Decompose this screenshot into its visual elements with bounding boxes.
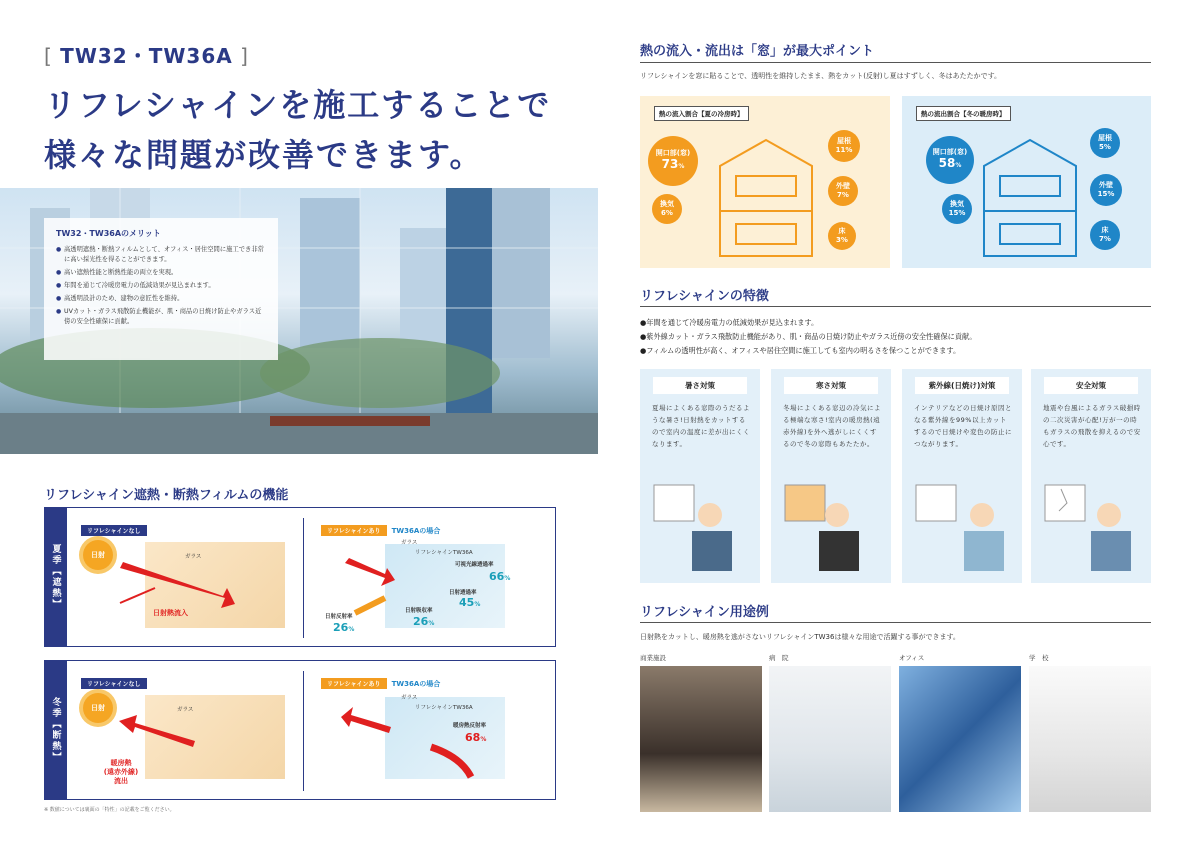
with-film-label: リフレシャインあり	[321, 678, 387, 689]
wall-outflow-bubble: 外壁 15%	[1090, 174, 1122, 206]
winter-panel-label: 熱の流出割合【冬の暖房時】	[916, 106, 1011, 121]
card-title: 安全対策	[1044, 377, 1138, 394]
office-photo	[899, 666, 1021, 812]
merit-item: ● 高透明設計のため、建物の意匠性を維持。	[56, 294, 266, 304]
feature-card-uv	[902, 369, 1022, 583]
visible-transmittance-label: 可視光線透過率	[455, 562, 494, 568]
headline: リフレシャインを施工することで 様々な問題が改善できます。	[44, 86, 552, 174]
use-commercial	[640, 653, 762, 812]
building-outline-icon	[980, 136, 1080, 260]
case-label: TW36Aの場合	[391, 680, 441, 688]
solar-reflectance-value: 26%	[333, 621, 355, 634]
feature-card-cold	[771, 369, 891, 583]
heat-inflow-label: 日射熱流入	[153, 609, 188, 617]
person-window-illustration	[1041, 479, 1141, 575]
card-text: 地震や台風によるガラス破損時の二次災害が心配!万が一の時もガラスの飛散を抑えるので安心です。	[1043, 404, 1141, 448]
without-film-label: リフレシャインなし	[81, 678, 147, 689]
feature-item: ●紫外線カット・ガラス飛散防止機能があり、肌・商品の日焼け防止やガラス近傍の安全性確保に貢献。	[640, 332, 977, 341]
section-title-features: リフレシャインの特徴	[640, 289, 769, 304]
intro-window: リフレシャインを窓に貼ることで、透明性を維持したまま、熱をカット(反射)し夏はすずしく、冬はあたたかです。	[640, 72, 1002, 80]
solar-transmittance-label: 日射透過率	[449, 590, 477, 596]
summer-panel-label: 熱の流入割合【夏の冷房時】	[654, 106, 749, 121]
card-title: 寒さ対策	[784, 377, 878, 394]
card-title: 暑さ対策	[653, 377, 747, 394]
commercial-photo	[640, 666, 762, 812]
with-film-label: リフレシャインあり	[321, 525, 387, 536]
solar-absorptance-value: 26%	[413, 615, 435, 628]
film-label: リフレシャインTW36A	[415, 705, 473, 711]
opening-outflow-bubble: 開口部(窓) 58%	[926, 136, 974, 184]
glass-label: ガラス	[401, 695, 418, 701]
visible-transmittance-value: 66%	[489, 570, 511, 583]
feature-item: ●フィルムの透明性が高く、オフィスや居住空間に施工しても室内の明るさを保つことができます。	[640, 346, 961, 355]
use-office	[899, 653, 1021, 812]
section-title-window: 熱の流入・流出は「窓」が最大ポイント	[640, 44, 875, 59]
summer-diagram	[44, 507, 556, 647]
use-hospital	[769, 653, 891, 812]
summer-side-label: 夏季【遮熱】	[45, 508, 67, 646]
feature-card-heat	[640, 369, 760, 583]
merit-card	[44, 218, 278, 360]
section-title-uses: リフレシャイン用途例	[640, 605, 769, 620]
intro-uses: 日射熱をカットし、暖房熱を逃がさないリフレシャインTW36は様々な用途で活躍する事ができます。	[640, 633, 960, 641]
card-title: 紫外線(日焼け)対策	[915, 377, 1009, 394]
heat-reflectance-label: 暖房熱反射率	[453, 723, 487, 729]
vent-inflow-bubble: 換気 6%	[652, 194, 682, 224]
floor-inflow-bubble: 床 3%	[828, 222, 856, 250]
merit-item: ● 高透明遮熱・断熱フィルムとして、オフィス・居住空間に施工でき非常に高い採光性を得ることができます。	[56, 245, 266, 265]
heat-arrow-icon	[115, 558, 265, 618]
roof-inflow-bubble: 屋根 11%	[828, 130, 860, 162]
heat-reflectance-value: 68%	[465, 731, 487, 744]
film-label: リフレシャインTW36A	[415, 550, 473, 556]
merit-item: ● UVカット・ガラス飛散防止機能が、肌・商品の日焼け防止やガラス近傍の安全性確保に貢献。	[56, 307, 266, 327]
person-window-illustration	[650, 479, 750, 575]
glass-label: ガラス	[177, 707, 194, 713]
product-tag: [ TW32・TW36A ]	[44, 44, 249, 68]
vent-outflow-bubble: 換気 15%	[942, 194, 972, 224]
feature-card-safety	[1031, 369, 1151, 583]
use-school	[1029, 653, 1151, 812]
sun-icon: 日射	[83, 540, 113, 570]
sun-icon: 日射	[83, 693, 113, 723]
winter-heat-panel	[902, 96, 1151, 268]
school-photo	[1029, 666, 1151, 812]
floor-outflow-bubble: 床 7%	[1090, 220, 1120, 250]
card-text: インテリアなどの日焼け原因となる紫外線を99%以上カットするので日焼けや変色の防止につながります。	[914, 404, 1012, 448]
use-label: 病 院	[769, 654, 789, 662]
solar-transmittance-value: 45%	[459, 596, 481, 609]
reflect-arrow-icon	[341, 707, 491, 787]
without-film-label: リフレシャインなし	[81, 525, 147, 536]
merit-item: ● 年間を通じて冷暖房電力の低減効果が見込まれます。	[56, 281, 266, 291]
glass-label: ガラス	[185, 554, 202, 560]
solar-absorptance-label: 日射吸収率	[405, 608, 433, 614]
person-window-illustration	[781, 479, 881, 575]
feature-list	[640, 316, 976, 358]
merit-title: TW32・TW36Aのメリット	[56, 229, 161, 238]
winter-diagram	[44, 660, 556, 800]
hospital-photo	[769, 666, 891, 812]
person-window-illustration	[912, 479, 1012, 575]
footnote: ※ 数値については裏面の「特性」の記載をご覧ください。	[44, 807, 175, 813]
use-label: 商業施設	[640, 654, 666, 662]
wall-inflow-bubble: 外壁 7%	[828, 176, 858, 206]
heat-outflow-arrow-icon	[115, 711, 215, 751]
opening-inflow-bubble: 開口部(窓) 73%	[648, 136, 698, 186]
card-text: 夏場によくある窓際のうだるような暑さ!日射熱をカットするので室内の温度に差が出にくくなります。	[652, 404, 750, 448]
feature-item: ●年間を通じて冷暖房電力の低減効果が見込まれます。	[640, 318, 819, 327]
use-label: 学 校	[1029, 654, 1049, 662]
roof-outflow-bubble: 屋根 5%	[1090, 128, 1120, 158]
heat-outflow-label: 暖房熱 (遠赤外線) 流出	[103, 759, 139, 785]
winter-side-label: 冬季【断熱】	[45, 661, 67, 799]
glass-label: ガラス	[401, 540, 418, 546]
building-outline-icon	[716, 136, 816, 260]
merit-item: ● 高い遮熱性能と断熱性能の両立を実現。	[56, 268, 266, 278]
function-title: リフレシャイン遮熱・断熱フィルムの機能	[44, 488, 289, 503]
summer-heat-panel	[640, 96, 890, 268]
case-label: TW36Aの場合	[391, 527, 441, 535]
use-label: オフィス	[899, 654, 925, 662]
card-text: 冬場によくある窓辺の冷気による極端な寒さ!室内の暖房熱(遠赤外線)を外へ逃がしにくくするので冬の窓際もあたたか。	[783, 404, 881, 448]
solar-reflectance-label: 日射反射率	[325, 614, 353, 620]
